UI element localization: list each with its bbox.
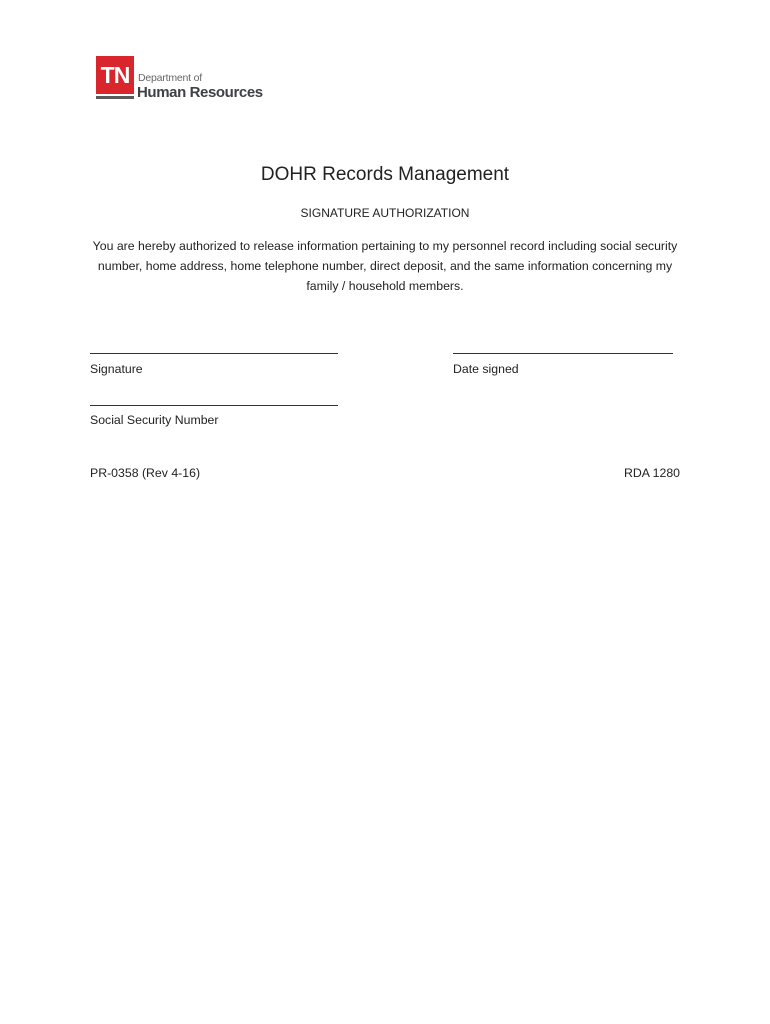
logo-department-of: Department of [138,72,202,84]
form-subtitle: SIGNATURE AUTHORIZATION [300,206,470,220]
form-number: PR-0358 (Rev 4-16) [90,466,201,480]
ssn-label: Social Security Number [90,413,219,427]
authorization-statement: You are hereby authorized to release information pertaining to my personnel record including social security number, home address, home telephone number, direct deposit, and the same information concerning my family / household members. [92,239,678,293]
ssn-line[interactable] [90,405,338,406]
date-signed-label: Date signed [453,362,519,376]
date-signed-line[interactable] [453,353,673,354]
signature-label: Signature [90,362,143,376]
logo-rule [96,96,134,99]
tn-dohr-logo [96,56,266,102]
rda-number: RDA 1280 [623,466,680,480]
tn-logo-mark: TN [96,56,134,94]
logo-human-resources: Human Resources [137,84,263,101]
page-title: DOHR Records Management [260,164,510,185]
signature-line[interactable] [90,353,338,354]
